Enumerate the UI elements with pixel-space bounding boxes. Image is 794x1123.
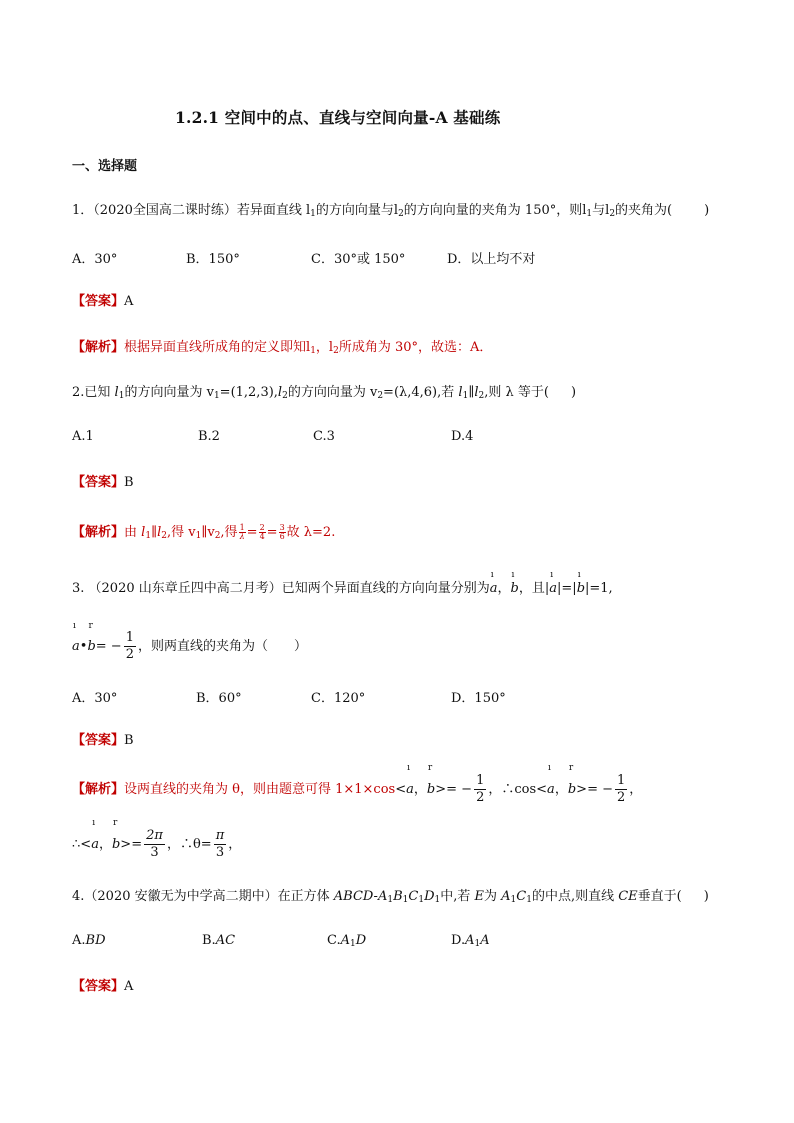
answer-2: 【答案】B [72,475,134,490]
question-3-options [0,687,794,705]
question-2-options [0,429,794,447]
option-b: B.AC [202,933,236,948]
question-2: 2.已知 $l_1$的方向向量为 $v_1=(1,2,3),l_2$的方向向量为 $v_2=(\lambda,4,6)$,若 $l_1\parallel l_2$,则 λ 等于( ) [72,385,577,401]
analysis-1: 【解析】根据异面直线所成角的定义即知$l_1$，$l_2$所成角为 30°，故选：A． [72,340,493,356]
option-b: B.2 [198,429,220,444]
analysis-2: 【解析】由 $l_1\parallel l_2$,得 $v_1\parallel v_2$,得 $\frac{1}{\lambda}$ = $\frac{2}{4}$ = $\frac{3}{6}$ 故 λ=2. [72,523,336,541]
option-c: C．120° [311,691,366,706]
question-3-cont: ı a• r b= − $\frac{1}{2}$ ，则两直线的夹角为（ ） [72,621,307,662]
option-a: A.BD [72,933,106,948]
analysis-3-cont: ∴< ı a， r b>= $\frac{2\pi}{3}$ ，∴θ= $\frac{\pi}{3}$ ， [72,818,242,860]
answer-4: 【答案】A [72,979,134,994]
answer-1: 【答案】A [72,294,134,309]
section-heading: 一、选择题 [72,159,138,174]
option-a: A.1 [72,429,94,444]
option-c: $C.A_1D$ [327,933,367,949]
option-c: C．30°或 150° [311,252,406,267]
option-b: B．60° [196,691,242,706]
question-3: 3. （2020 山东章丘四中高二月考）已知两个异面直线的方向向量分别为 ı a， ı b，且| ı a|=| ı b|=1, [72,570,613,596]
question-4: 4.（2020 安徽无为中学高二期中）在正方体 ABCD-$A_1B_1C_1D_1$中,若 E为 $A_1C_1$的中点,则直线 CE垂直于( ) [72,889,709,905]
option-d: D.4 [451,429,474,444]
question-1-options [0,248,794,266]
option-a: A．30° [72,252,118,267]
page-title: 1.2.1 空间中的点、直线与空间向量-A 基础练 [175,108,501,127]
question-4-options [0,933,794,951]
option-b: B．150° [186,252,240,267]
question-1: 1．（2020全国高二课时练）若异面直线 $l_1$的方向向量与$l_2$的方向向量的夹角为 150°，则$l_1$与$l_2$的夹角为( ) [72,203,710,219]
option-d: D．以上均不对 [447,252,536,267]
option-c: C.3 [313,429,335,444]
analysis-3: 【解析】设两直线的夹角为 θ，则由题意可得 1×1×cos< ı a， r b>= − $\frac{1}{2}$ ，∴cos< ı a， r b>= − $\frac{1}{2}$ ， [72,763,643,805]
answer-3: 【答案】B [72,733,134,748]
option-d: $D.A_1A$ [451,933,490,949]
option-a: A．30° [72,691,118,706]
option-d: D．150° [451,691,506,706]
